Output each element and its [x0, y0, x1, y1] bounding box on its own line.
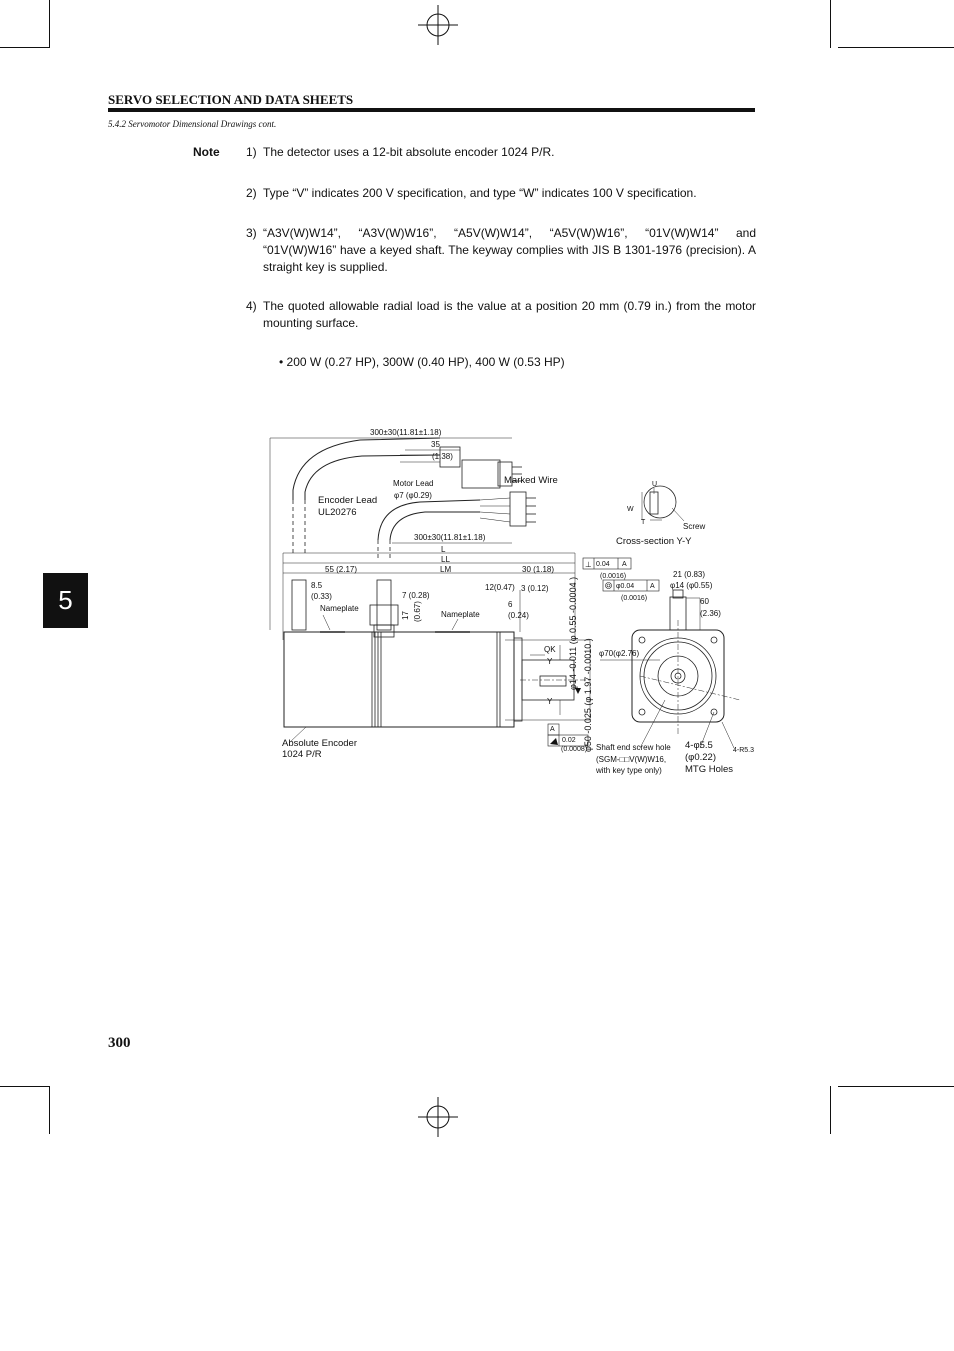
dim-17: 17 [401, 611, 410, 620]
note-number: 2) [246, 186, 257, 200]
section-label-w: W [627, 506, 634, 513]
concentricity-datum: A [650, 583, 655, 590]
dim-cable-length-motor: 300±30(11.81±1.18) [414, 533, 486, 542]
model-list-bullet: • 200 W (0.27 HP), 300W (0.40 HP), 400 W (0.53 HP) [279, 355, 565, 369]
screw-label: Screw [683, 522, 706, 531]
cross-section-title: Cross-section Y-Y [616, 536, 692, 547]
shaft-screw-hole-note: with key type only) [596, 766, 662, 775]
section-marker-bottom: Y [547, 697, 553, 706]
dim-6: 6 [508, 600, 513, 609]
mounting-holes-label: MTG Holes [685, 764, 734, 775]
dim-8-5-in: (0.33) [311, 592, 332, 601]
encoder-lead-label: Encoder Lead [318, 495, 378, 506]
corner-radius: 4-R5.3 [733, 747, 755, 754]
note-number: 1) [246, 145, 257, 159]
motor-lead-diameter: φ7 (φ0.29) [394, 491, 432, 500]
dim-55: 55 (2.17) [325, 565, 358, 574]
dim-7: 7 (0.28) [402, 591, 430, 600]
note-label: Note [193, 145, 220, 159]
perpendicularity-tolerance-in: (0.0016) [600, 573, 627, 580]
shaft-diameter: φ14 -0.011 (φ 0.55 -0.0004 ) [568, 576, 578, 690]
motor-lead-label: Motor Lead [393, 479, 434, 488]
dim-30: 30 (1.18) [522, 565, 555, 574]
runout-tolerance: 0.02 [562, 737, 576, 744]
dim-17-in: (0.67) [413, 601, 422, 622]
runout-datum: A [550, 726, 555, 733]
marked-wire-label: Marked Wire [504, 475, 558, 486]
dim-connector-length-in: (1.38) [432, 452, 453, 461]
perpendicularity-symbol: ⊥ [585, 560, 592, 569]
nameplate-label: Nameplate [441, 610, 480, 619]
shaft-screw-hole-label: Shaft end screw hole [596, 743, 671, 752]
dim-3: 3 (0.12) [521, 584, 549, 593]
note-text: “A3V(W)W14”, “A3V(W)W16”, “A5V(W)W14”, “A5V(W)W16”, “01V(W)W14” and “01V(W)W16” have a keyed shaft. The keyway complies with JIS B 1301-1976 (precision). A straight key is supplied. [263, 226, 756, 274]
dim-60: 60 [700, 597, 709, 606]
perpendicularity-tolerance: 0.04 [596, 561, 610, 568]
key-length-label: QK [544, 645, 556, 654]
dim-21: 21 (0.83) [673, 570, 706, 579]
pitch-circle-diameter: φ70(φ2.76) [599, 649, 640, 658]
section-marker-top: Y [547, 657, 553, 666]
dim-14-boss: φ14 (φ0.55) [670, 581, 713, 590]
section-title: SERVO SELECTION AND DATA SHEETS [108, 92, 354, 107]
dim-60-in: (2.36) [700, 609, 721, 618]
concentricity-tolerance: φ0.04 [616, 583, 635, 590]
encoder-lead-spec: UL20276 [318, 507, 357, 518]
dim-cable-length-encoder: 300±30(11.81±1.18) [370, 428, 442, 437]
dim-12: 12(0.47) [485, 583, 515, 592]
note-number: 4) [246, 299, 257, 313]
shaft-screw-hole-model: (SGM-□□V(W)W16, [596, 755, 667, 764]
dim-LM: LM [440, 565, 452, 574]
absolute-encoder-resolution: 1024 P/R [282, 749, 322, 760]
note-text: Type “V” indicates 200 V specification, and type “W” indicates 100 V specification. [263, 186, 697, 200]
section-label-t: T [641, 519, 646, 526]
absolute-encoder-label: Absolute Encoder [282, 738, 357, 749]
concentricity-tolerance-in: (0.0016) [621, 595, 648, 602]
dim-8-5: 8.5 [311, 581, 323, 590]
page-number: 300 [108, 1035, 131, 1051]
chapter-tab: 5 [43, 573, 88, 628]
dim-L: L [441, 545, 446, 554]
pilot-diameter: φ50 -0.025 (φ 1.97 -0.0010 ) [583, 638, 593, 752]
note-number: 3) [246, 226, 257, 240]
nameplate-label: Nameplate [320, 604, 359, 613]
subsection-title: 5.4.2 Servomotor Dimensional Drawings cont. [108, 119, 277, 129]
runout-tolerance-in: (0.0008) [561, 746, 588, 753]
note-text: The quoted allowable radial load is the value at a position 20 mm (0.79 in.) from the motor mounting surface. [263, 299, 756, 330]
section-label-u: U [652, 481, 658, 488]
dim-6-in: (0.24) [508, 611, 529, 620]
mounting-hole-size-in: (φ0.22) [685, 752, 716, 763]
dim-LL: LL [441, 555, 450, 564]
note-text: The detector uses a 12-bit absolute encoder 1024 P/R. [263, 145, 555, 159]
dim-connector-length: 35 [431, 440, 440, 449]
perpendicularity-datum: A [622, 561, 627, 568]
mounting-hole-size: 4-φ5.5 [685, 740, 713, 751]
